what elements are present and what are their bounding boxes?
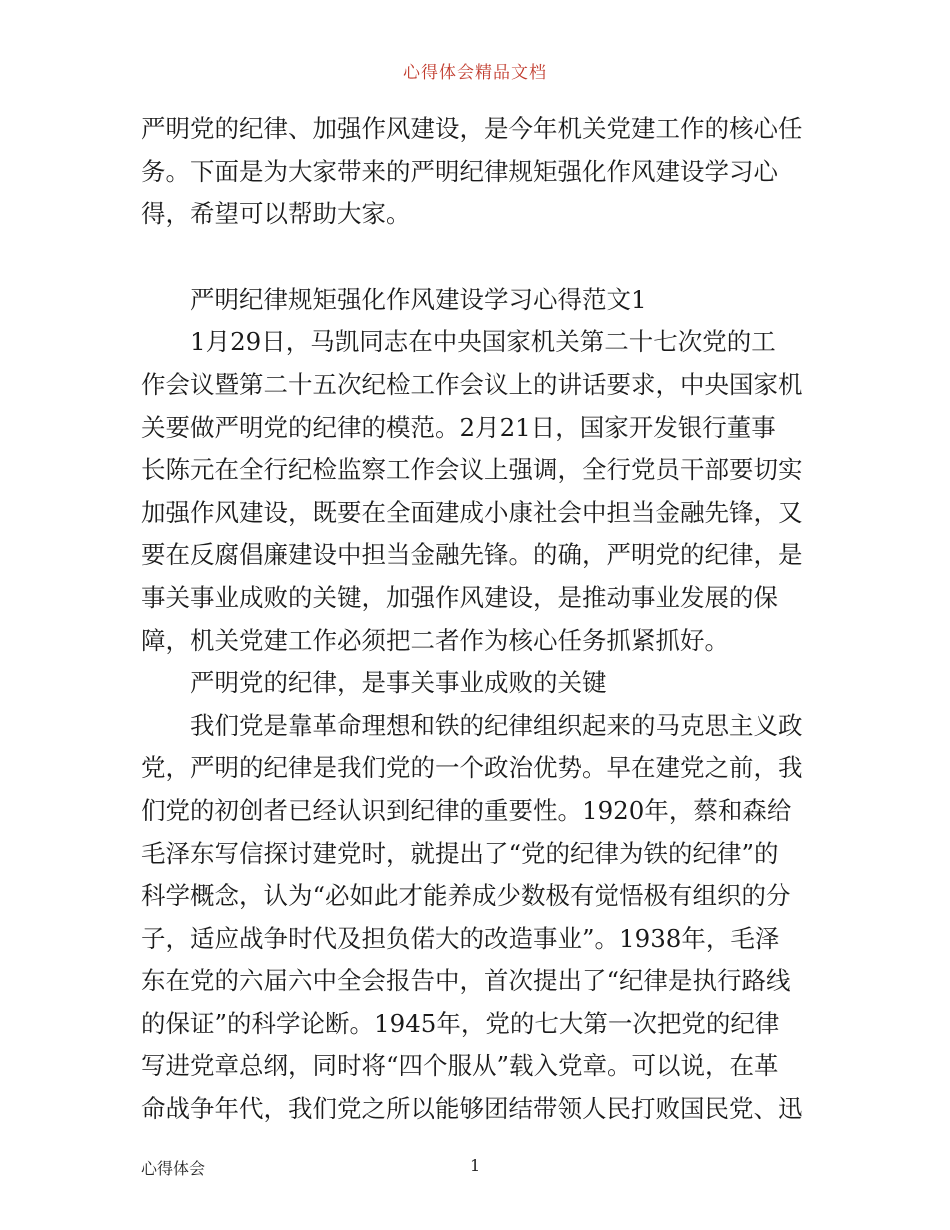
page-header: 心得体会精品文档 bbox=[403, 63, 547, 83]
text-line: 命战争年代，我们党之所以能够团结带领人民打败国民党、迅 bbox=[141, 1094, 803, 1124]
text-line: 东在党的六届六中全会报告中，首次提出了“纪律是执行路线 bbox=[141, 966, 791, 996]
text-line: 严明党的纪律、加强作风建设，是今年机关党建工作的核心任 bbox=[141, 114, 803, 143]
text-line: 的保证”的科学论断。1945年，党的七大第一次把党的纪律 bbox=[141, 1008, 780, 1038]
text-line: 关要做严明党的纪律的模范。2月21日，国家开发银行董事 bbox=[141, 412, 776, 442]
subheading: 严明党的纪律，是事关事业成败的关键 bbox=[190, 668, 607, 698]
paragraph-1 bbox=[141, 321, 813, 662]
footer-label: 心得体会 bbox=[141, 1159, 206, 1178]
section-title: 严明纪律规矩强化作风建设学习心得范文1 bbox=[190, 284, 647, 314]
text-line: 毛泽东写信探讨建党时，就提出了“党的纪律为铁的纪律”的 bbox=[141, 838, 779, 868]
text-line: 们党的初创者已经认识到纪律的重要性。1920年，蔡和森给 bbox=[141, 795, 792, 825]
paragraph-gap bbox=[141, 236, 813, 279]
intro-paragraph bbox=[141, 108, 813, 236]
text-line: 加强作风建设，既要在全面建成小康社会中担当金融先锋，又 bbox=[141, 497, 803, 527]
text-line: 得，希望可以帮助大家。 bbox=[141, 199, 411, 229]
text-line: 我们党是靠革命理想和铁的纪律组织起来的马克思主义政 bbox=[190, 710, 803, 740]
text-line: 党，严明的纪律是我们党的一个政治优势。早在建党之前，我 bbox=[141, 753, 803, 783]
text-line: 1月29日，马凯同志在中央国家机关第二十七次党的工 bbox=[190, 327, 776, 357]
text-line: 科学概念，认为“必如此才能养成少数极有觉悟极有组织的分 bbox=[141, 881, 791, 911]
paragraph-2 bbox=[141, 705, 813, 1131]
text-line: 要在反腐倡廉建设中担当金融先锋。的确，严明党的纪律，是 bbox=[141, 540, 803, 570]
text-line: 务。下面是为大家带来的严明纪律规矩强化作风建设学习心 bbox=[141, 156, 778, 186]
text-line: 子，适应战争时代及担负偌大的改造事业”。1938年，毛泽 bbox=[141, 923, 780, 953]
text-line: 长陈元在全行纪检监察工作会议上强调，全行党员干部要切实 bbox=[141, 455, 803, 485]
page-number: 1 bbox=[470, 1156, 481, 1175]
text-line: 作会议暨第二十五次纪检工作会议上的讲话要求，中央国家机 bbox=[141, 369, 803, 399]
text-line: 写进党章总纲，同时将“四个服从”载入党章。可以说，在革 bbox=[141, 1051, 779, 1081]
document-body bbox=[141, 108, 813, 1131]
text-line: 事关事业成败的关键，加强作风建设，是推动事业发展的保 bbox=[141, 582, 778, 612]
text-line: 障，机关党建工作必须把二者作为核心任务抓紧抓好。 bbox=[141, 625, 729, 655]
